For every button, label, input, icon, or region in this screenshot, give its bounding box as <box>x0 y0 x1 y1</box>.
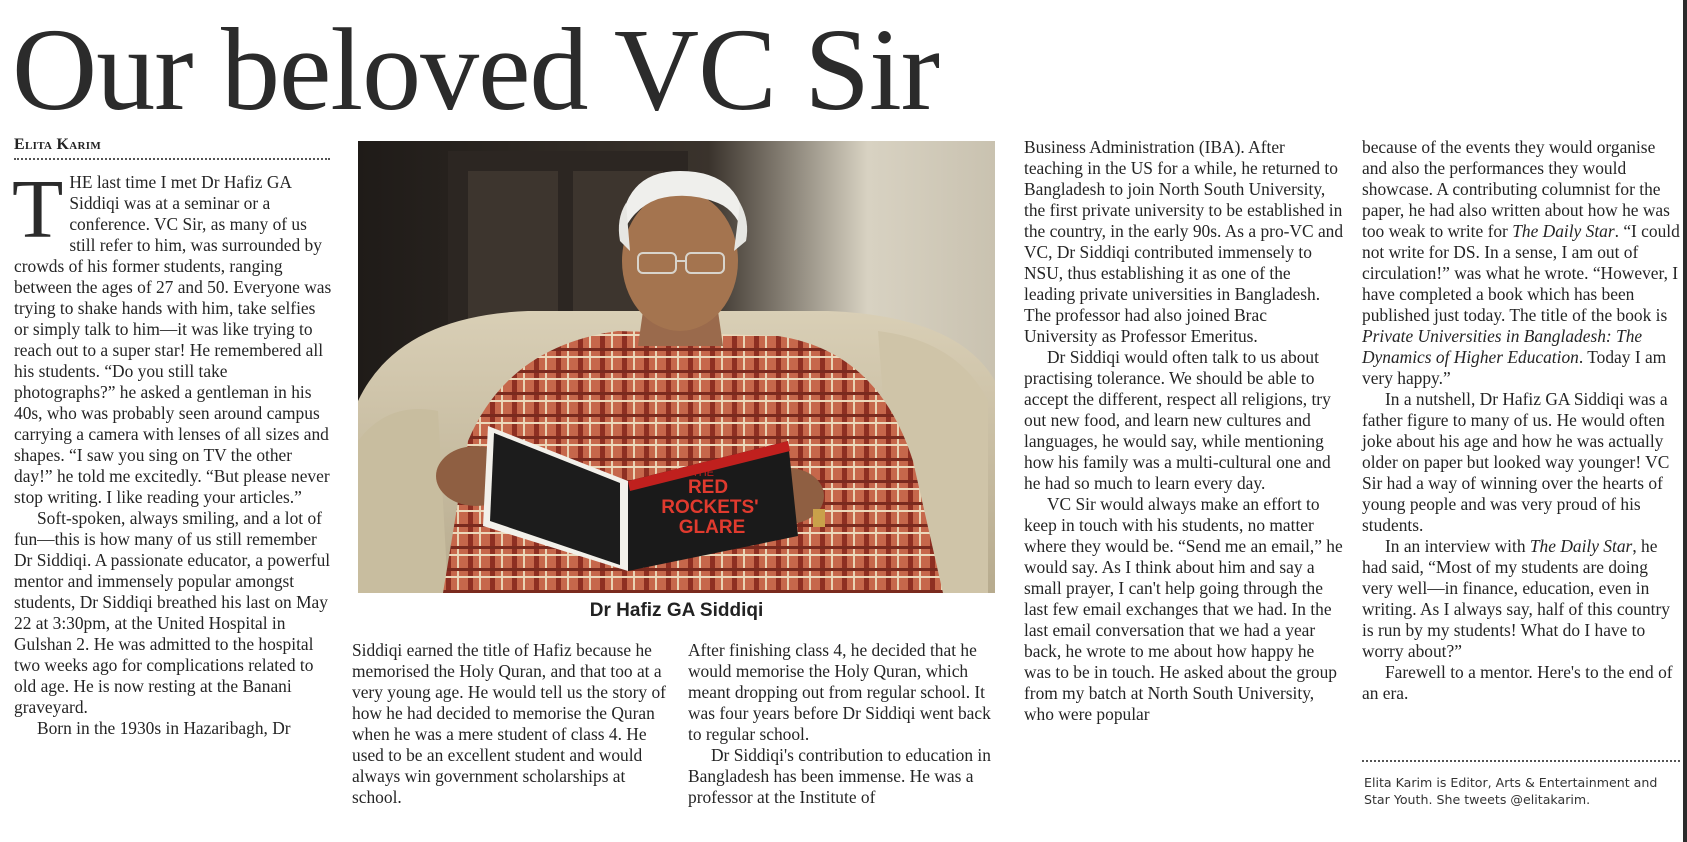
article-column-4 <box>1024 137 1344 725</box>
publication-name: The Daily Star <box>1529 536 1633 556</box>
paragraph-2: In a nutshell, Dr Hafiz GA Siddiqi was a father figure to many of us. He would often joke about his age and how he was actually older on paper but looked way younger! VC Sir had a way of winning over the hearts of young people and was very proud of his students. <box>1362 389 1670 535</box>
paragraph-4: Farewell to a mentor. Here's to the end of an era. <box>1362 662 1673 703</box>
paragraph-2: Dr Siddiqi would often talk to us about practising tolerance. We should be able to accept the different, respect all religions, try out new food, and learn new cultures and languages, he would say, while mentioning how his family was a multi-cultural one and he had so much to learn every day. <box>1024 347 1331 493</box>
book-title-line-1: THE <box>692 467 714 479</box>
text-run: , he had said, “Most of my students are doing very well—in finance, education, even in writing. As I always say, half of this country is run by my students! What do I have to worry about?” <box>1362 536 1670 661</box>
publication-name: The Daily Star <box>1512 221 1615 241</box>
author-footnote: Elita Karim is Editor, Arts & Entertainment and Star Youth. She tweets @elitakarim. <box>1364 775 1658 807</box>
book-title-line-4: GLARE <box>678 517 746 538</box>
article-column-5 <box>1362 137 1680 704</box>
drop-cap: T <box>12 163 64 256</box>
paragraph-1: Siddiqi earned the title of Hafiz because he memorised the Holy Quran, and that too at a very young age. He would tell us the story of how he had decided to memorise the Quran when he was a mere student of class 4. He used to be an excellent student and would always win government scholarships at school. <box>352 640 666 807</box>
book-title-line-3: ROCKETS' <box>661 497 759 518</box>
article-column-2 <box>352 640 672 808</box>
photo-illustration <box>358 141 995 593</box>
book-name: Private Universities in Bangladesh: The Dynamics of Higher Education <box>1362 326 1643 367</box>
paragraph-2: Soft-spoken, always smiling, and a lot of fun—this is how many of us still remember Dr Siddiqi. A passionate educator, a powerful mentor and immensely popular amongst students, Dr Siddiqi breathed his last on May 22 at 3:30pm, at the United Hospital in Gulshan 2. He was admitted to the hospital two weeks ago for complications related to old age. He is now resting at the Banani graveyard. <box>14 508 331 717</box>
paragraph-2: Dr Siddiqi's contribution to education in Bangladesh has been immense. He was a professor at the Institute of <box>688 745 991 807</box>
article-headline: Our beloved VC Sir <box>12 4 940 135</box>
paragraph-1 <box>12 163 332 508</box>
photo-caption: Dr Hafiz GA Siddiqi <box>589 600 764 621</box>
book-title-line-2: RED <box>687 477 729 498</box>
paragraph-1: After finishing class 4, he decided that he would memorise the Holy Quran, which meant dropping out from regular school. It was four years before Dr Siddiqi went back to regular school. <box>688 640 991 744</box>
paragraph-3: Born in the 1930s in Hazaribagh, Dr <box>37 718 291 738</box>
text-run: . “I could not write for DS. In a sense, I am out of circulation!” was what he wrote. “However, I have completed a book which has been published just today. The title of the book is <box>1362 221 1680 325</box>
portrait-photo <box>358 141 995 593</box>
page-edge-border <box>1683 0 1687 842</box>
paragraph-3 <box>1362 536 1680 662</box>
text-run: . Today I am very happy.” <box>1362 347 1667 388</box>
paragraph-3: VC Sir would always make an effort to keep in touch with his students, no matter where they would be. “Send me an email,” he would say. As I think about him and say a small prayer, I can't help going through the last few email exchanges that we had. In the last email conversation that we had a year back, he wrote to me about how happy he was to be in touch. He asked about the group from my batch at North South University, who were popular <box>1024 494 1343 724</box>
paragraph-1: Business Administration (IBA). After teaching in the US for a while, he returned to Bangladesh to join North South University, the first private university to be established in the country, in the early 90s. As a pro-VC and VC, Dr Siddiqi contributed immensely to NSU, thus establishing it as one of the leading private universities in Bangladesh. The professor had also joined Brac University as Professor Emeritus. <box>1024 137 1344 346</box>
article-column-3 <box>688 640 1006 808</box>
footnote-divider <box>1362 760 1680 762</box>
paragraph-text: HE last time I met Dr Hafiz GA Siddiqi was at a seminar or a conference. VC Sir, as many of us still refer to him, was surrounded by crowds of his former students, ranging between the ages of 27 and 50. Everyone was trying to shake hands with him, take selfies or simply talk to him—it was like trying to reach out to a super star! He remembered all his students. “Do you still take photographs?” he asked a gentleman in his 40s, who was probably seen around campus carrying a camera with lenses of all sizes and shapes. “I saw you sing on TV the other day!” he told me excitedly. “But please never stop writing. I like reading your articles.” <box>14 172 332 507</box>
text-run: In an interview with <box>1385 536 1530 556</box>
article-column-1 <box>12 163 332 739</box>
paragraph-1 <box>1362 137 1680 389</box>
text-run: because of the events they would organise and also the performances they would showcase. A contributing columnist for the paper, he had also written about how he was too weak to write for <box>1362 137 1670 241</box>
byline: Elita Karim <box>14 136 330 160</box>
